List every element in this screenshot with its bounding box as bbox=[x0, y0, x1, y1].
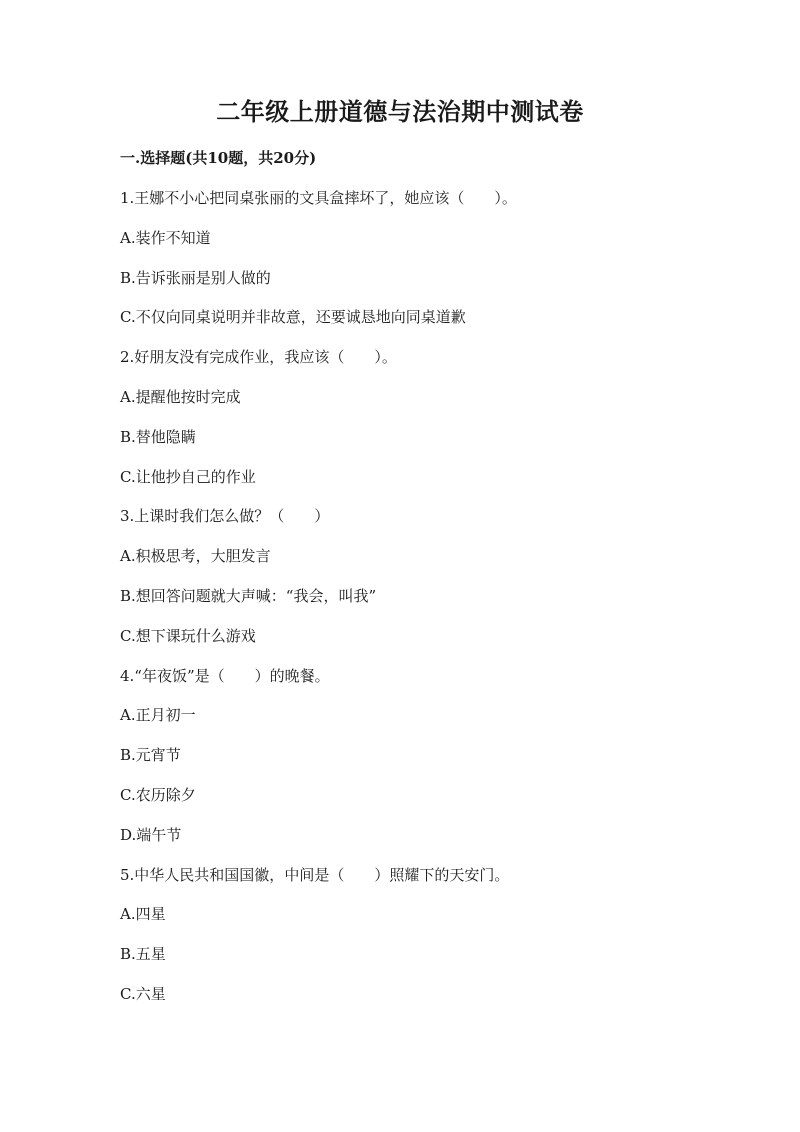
question-stem: 3.上课时我们怎么做？（ ） bbox=[120, 507, 330, 526]
question-list bbox=[120, 186, 740, 1022]
answer-option: B.替他隐瞒 bbox=[120, 427, 196, 446]
answer-option: C.想下课玩什么游戏 bbox=[120, 626, 256, 645]
answer-option: A.正月初一 bbox=[120, 706, 196, 725]
question-stem: 1.王娜不小心把同桌张丽的文具盒摔坏了，她应该（ ）。 bbox=[120, 189, 517, 207]
answer-option: B.元宵节 bbox=[120, 746, 181, 765]
answer-option: A.四星 bbox=[120, 905, 166, 924]
answer-option: B.五星 bbox=[120, 945, 166, 964]
answer-option: B.想回答问题就大声喊：“我会，叫我” bbox=[120, 586, 377, 605]
answer-option: C.让他抄自己的作业 bbox=[120, 467, 256, 486]
answer-option: C.六星 bbox=[120, 984, 166, 1003]
question-stem: 2.好朋友没有完成作业，我应该（ ）。 bbox=[120, 348, 397, 367]
answer-option: A.装作不知道 bbox=[120, 228, 211, 247]
answer-option: C.农历除夕 bbox=[120, 785, 196, 804]
section-header: 一.选择题(共10题，共20分) bbox=[120, 149, 317, 167]
answer-option: B.告诉张丽是别人做的 bbox=[120, 268, 271, 287]
question-stem: 4.“年夜饭”是（ ）的晚餐。 bbox=[120, 666, 330, 685]
answer-option: C.不仅向同桌说明并非故意，还要诚恳地向同桌道歉 bbox=[120, 308, 466, 327]
answer-option: A.提醒他按时完成 bbox=[120, 387, 241, 406]
answer-option: A.积极思考，大胆发言 bbox=[120, 547, 271, 566]
answer-option: D.端午节 bbox=[120, 825, 182, 844]
question-stem: 5.中华人民共和国国徽，中间是（ ）照耀下的天安门。 bbox=[120, 865, 510, 884]
page-title: 二年级上册道德与法治期中测试卷 bbox=[216, 97, 584, 126]
